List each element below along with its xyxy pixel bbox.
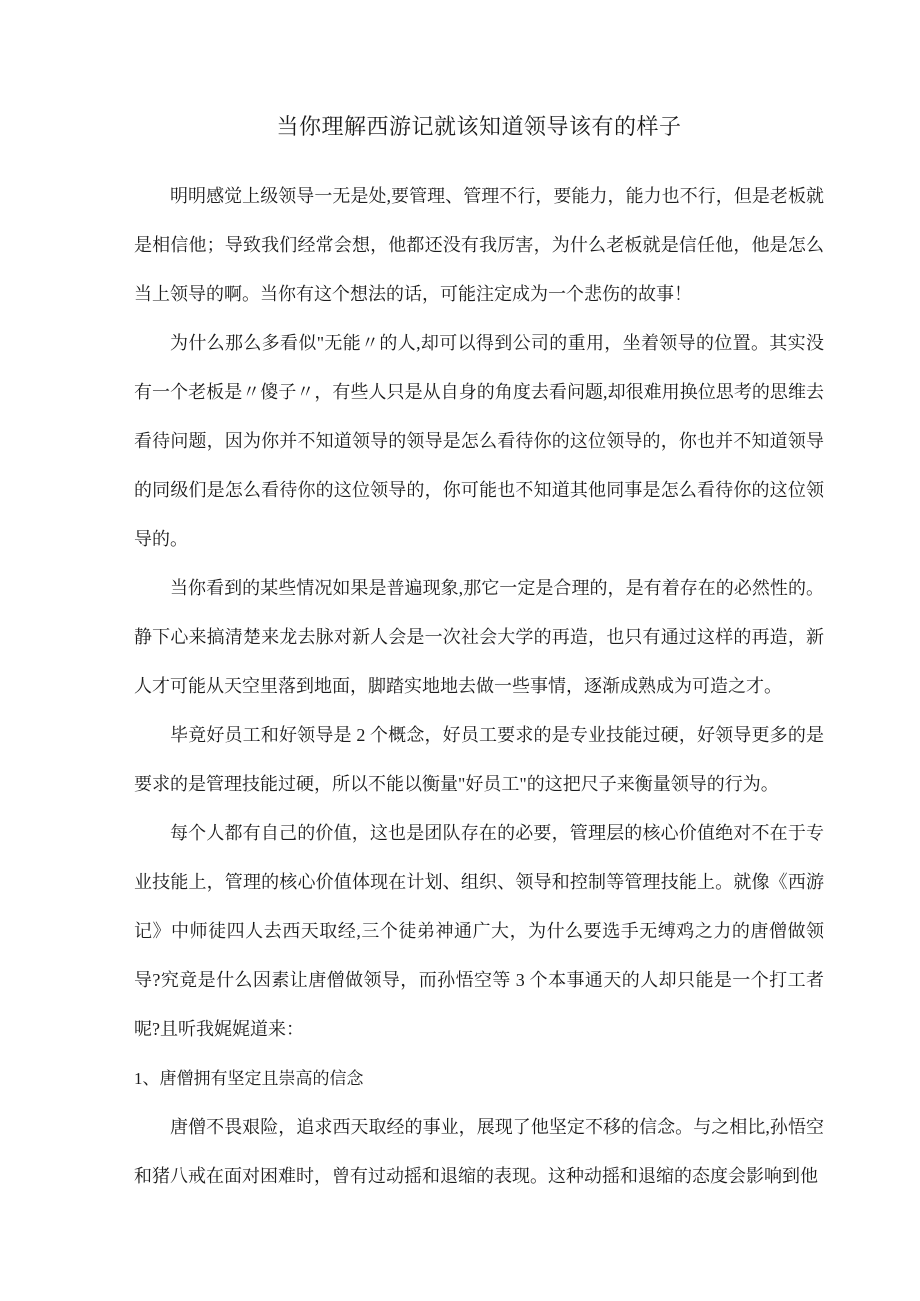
document-title: 当你理解西游记就该知道领导该有的样子 <box>276 114 682 139</box>
paragraph: 为什么那么多看似"无能〃的人,却可以得到公司的重用，坐着领导的位置。其实没有一个老板是〃傻子〃，有些人只是从自身的角度去看问题,却很难用换位思考的思维去看待问题，因为你并不知道领导的领导是怎么看待你的这位领导的，你也并不知道领导的同级们是怎么看待你的这位领导的，你可能也不知道其他同事是怎么看待你的这位领导的。 <box>134 333 824 549</box>
paragraph: 明明感觉上级领导一无是处,要管理、管理不行，要能力，能力也不行，但是老板就是相信他；导致我们经常会想，他都还没有我厉害，为什么老板就是信任他，他是怎么当上领导的啊。当你有这个想法的话，可能注定成为一个悲伤的故事！ <box>134 186 824 304</box>
paragraph: 每个人都有自己的价值，这也是团队存在的必要，管理层的核心价值绝对不在于专业技能上，管理的核心价值体现在计划、组织、领导和控制等管理技能上。就像《西游记》中师徒四人去西天取经,三个徒弟神通广大，为什么要选手无缚鸡之力的唐僧做领导?究竟是什么因素让唐僧做领导，而孙悟空等 3 个本事通天的人却只能是一个打工者呢?且听我娓娓道来： <box>134 823 824 1039</box>
paragraph: 当你看到的某些情况如果是普遍现象,那它一定是合理的，是有着存在的必然性的。静下心来搞清楚来龙去脉对新人会是一次社会大学的再造，也只有通过这样的再造，新人才可能从天空里落到地面，脚踏实地地去做一些事情，逐渐成熟成为可造之才。 <box>134 578 824 696</box>
paragraph: 毕竟好员工和好领导是 2 个概念，好员工要求的是专业技能过硬，好领导更多的是要求的是管理技能过硬，所以不能以衡量"好员工"的这把尺子来衡量领导的行为。 <box>134 725 824 794</box>
paragraph: 唐僧不畏艰险，追求西天取经的事业，展现了他坚定不移的信念。与之相比,孙悟空和猪八戒在面对困难时，曾有过动摇和退缩的表现。这种动摇和退缩的态度会影响到他 <box>134 1117 824 1186</box>
section-heading-1: 1、唐僧拥有坚定且崇高的信念 <box>134 1069 364 1088</box>
